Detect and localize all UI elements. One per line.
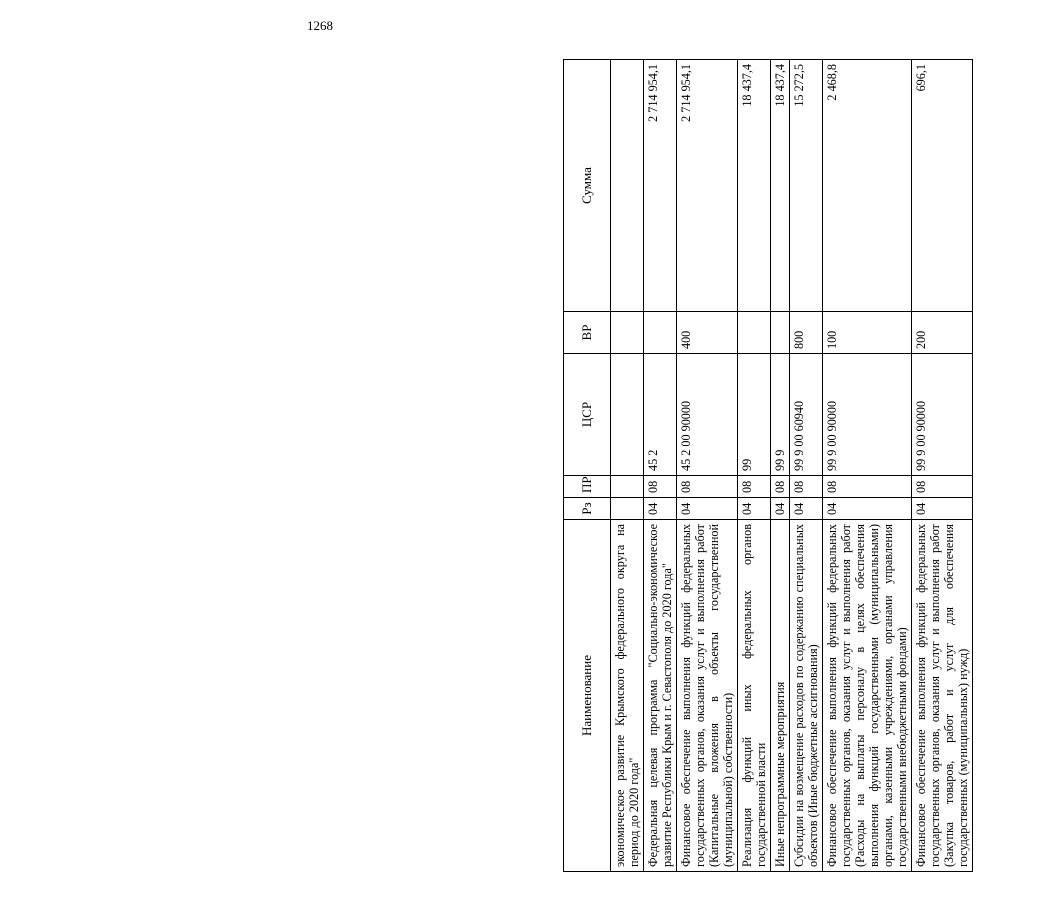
cell-pr: 08	[677, 476, 738, 498]
cell-name: Финансовое обеспечение выполнения функций федеральных государственных органов, оказания услуг и выполнения работ (Капитальные вложения в объекты государственной (муниципальной) собственности)	[677, 520, 738, 872]
cell-sum: 696,1	[912, 60, 973, 312]
cell-sum	[611, 60, 644, 312]
cell-rz	[611, 498, 644, 520]
table-row	[611, 60, 644, 872]
cell-pr: 08	[790, 476, 823, 498]
cell-csr: 45 2 00 90000	[677, 354, 738, 476]
header-sum: Сумма	[564, 60, 611, 312]
cell-vr: 200	[912, 312, 973, 354]
cell-vr: 400	[677, 312, 738, 354]
cell-rz: 04	[644, 498, 677, 520]
cell-sum: 2 468,8	[823, 60, 912, 312]
table-row	[823, 60, 912, 872]
budget-table	[563, 59, 973, 872]
table-header-row	[564, 60, 611, 872]
cell-rz: 04	[771, 498, 790, 520]
page-number: 1268	[307, 18, 333, 33]
cell-name: экономическое развитие Крымского федерального округа на период до 2020 года"	[611, 520, 644, 872]
cell-vr	[771, 312, 790, 354]
cell-sum: 15 272,5	[790, 60, 823, 312]
cell-vr	[611, 312, 644, 354]
cell-rz: 04	[677, 498, 738, 520]
cell-name: Финансовое обеспечение выполнения функций федеральных государственных органов, оказания услуг и выполнения работ (Расходы на выплаты персоналу в целях обеспечения выполнения функций государственными (муниципальными) органами, казенными учреждениями, органами управления государственными внебюджетными фондами)	[823, 520, 912, 872]
header-csr: ЦСР	[564, 354, 611, 476]
budget-table-sheet	[563, 60, 1048, 872]
header-pr: ПР	[564, 476, 611, 498]
cell-rz: 04	[823, 498, 912, 520]
cell-rz: 04	[790, 498, 823, 520]
cell-pr: 08	[823, 476, 912, 498]
cell-rz: 04	[912, 498, 973, 520]
cell-name: Федеральная целевая программа "Социально-экономическое развитие Республики Крым и г. Севастополя до 2020 года"	[644, 520, 677, 872]
table-row	[771, 60, 790, 872]
table-row	[738, 60, 771, 872]
cell-sum: 2 714 954,1	[677, 60, 738, 312]
table-row	[790, 60, 823, 872]
header-rz: Рз	[564, 498, 611, 520]
cell-vr	[644, 312, 677, 354]
header-vr: ВР	[564, 312, 611, 354]
cell-vr	[738, 312, 771, 354]
cell-csr: 99	[738, 354, 771, 476]
cell-name: Реализация функций иных федеральных органов государственной власти	[738, 520, 771, 872]
table-row	[644, 60, 677, 872]
cell-name: Финансовое обеспечение выполнения функций федеральных государственных органов, оказания услуг и выполнения работ (Закупка товаров, работ и услуг для обеспечения государственных (муниципальных) нужд)	[912, 520, 973, 872]
header-name: Наименование	[564, 520, 611, 872]
cell-vr: 100	[823, 312, 912, 354]
cell-csr: 99 9 00 90000	[823, 354, 912, 476]
cell-csr	[611, 354, 644, 476]
table-row	[912, 60, 973, 872]
cell-csr: 45 2	[644, 354, 677, 476]
table-row	[677, 60, 738, 872]
cell-sum: 18 437,4	[738, 60, 771, 312]
cell-pr: 08	[912, 476, 973, 498]
cell-pr: 08	[771, 476, 790, 498]
cell-name: Иные непрограммные мероприятия	[771, 520, 790, 872]
cell-sum: 18 437,4	[771, 60, 790, 312]
cell-rz: 04	[738, 498, 771, 520]
cell-pr: 08	[644, 476, 677, 498]
cell-pr	[611, 476, 644, 498]
cell-csr: 99 9 00 90000	[912, 354, 973, 476]
cell-csr: 99 9 00 60940	[790, 354, 823, 476]
cell-vr: 800	[790, 312, 823, 354]
cell-name: Субсидии на возмещение расходов по содержанию специальных объектов (Иные бюджетные ассигнования)	[790, 520, 823, 872]
cell-csr: 99 9	[771, 354, 790, 476]
cell-sum: 2 714 954,1	[644, 60, 677, 312]
cell-pr: 08	[738, 476, 771, 498]
